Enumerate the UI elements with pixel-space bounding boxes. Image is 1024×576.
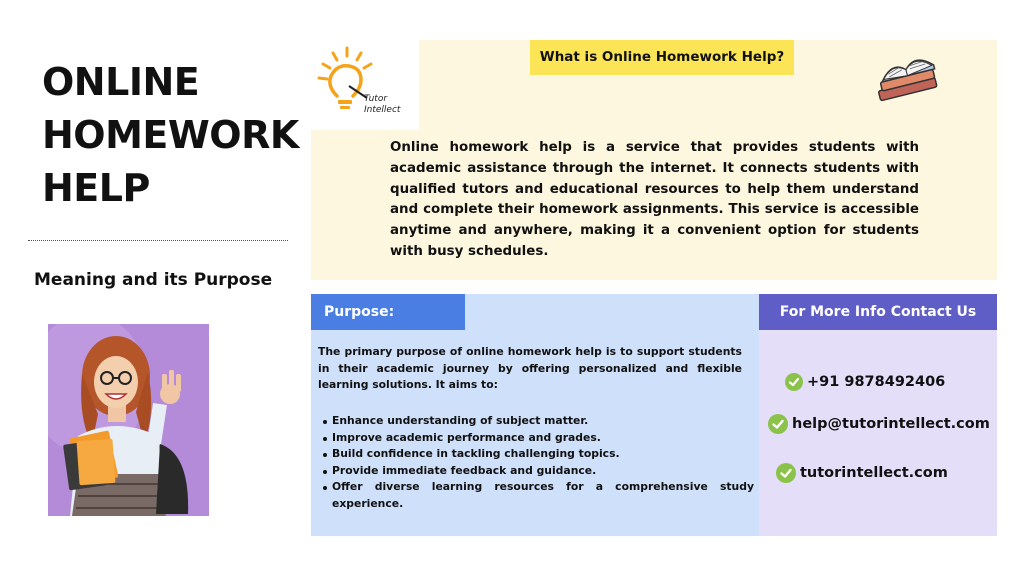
- contact-phone[interactable]: [785, 373, 945, 391]
- logo-text-line1: Tutor: [364, 94, 388, 104]
- purpose-intro-text: The primary purpose of online homework help is to support students in their academic journey by offering personalized and flexible learning solutions. It aims to:: [318, 345, 742, 391]
- purpose-list: [320, 413, 754, 513]
- list-item: Enhance understanding of subject matter.: [320, 413, 754, 430]
- logo-text-line2: Intellect: [364, 105, 401, 115]
- page-title: [42, 56, 312, 215]
- tutor-intellect-logo: [307, 40, 419, 130]
- website-url: tutorintellect.com: [800, 465, 948, 481]
- contact-heading: For More Info Contact Us: [759, 294, 997, 330]
- phone-number: +91 9878492406: [807, 374, 946, 390]
- list-item: Improve academic performance and grades.: [320, 430, 754, 447]
- list-item: Provide immediate feedback and guidance.: [320, 463, 754, 480]
- title-line: HELP: [42, 166, 150, 210]
- check-circle-icon: [776, 463, 796, 483]
- email-address: help@tutorintellect.com: [792, 416, 990, 432]
- check-circle-icon: [785, 373, 803, 391]
- contact-website[interactable]: [776, 463, 948, 483]
- question-tag: What is Online Homework Help?: [530, 40, 794, 75]
- list-item: Build confidence in tackling challenging topics.: [320, 446, 754, 463]
- purpose-heading: Purpose:: [311, 294, 465, 330]
- subtitle: Meaning and its Purpose: [34, 270, 273, 290]
- books-icon: [866, 48, 946, 108]
- title-line: ONLINE: [42, 60, 200, 104]
- student-photo: [48, 324, 209, 516]
- check-circle-icon: [768, 414, 788, 434]
- contact-email[interactable]: [768, 414, 990, 434]
- title-line: HOMEWORK: [42, 113, 299, 157]
- definition-text: Online homework help is a service that provides students with academic assistance through the internet. It connects students with qualified tutors and educational resources to help them understand and complete their homework assignments. This service is accessible anytime and anywhere, making it a convenient option for students with busy schedules.: [390, 140, 919, 259]
- list-item: Offer diverse learning resources for a comprehensive study experience.: [320, 479, 754, 512]
- dotted-divider: [28, 240, 288, 241]
